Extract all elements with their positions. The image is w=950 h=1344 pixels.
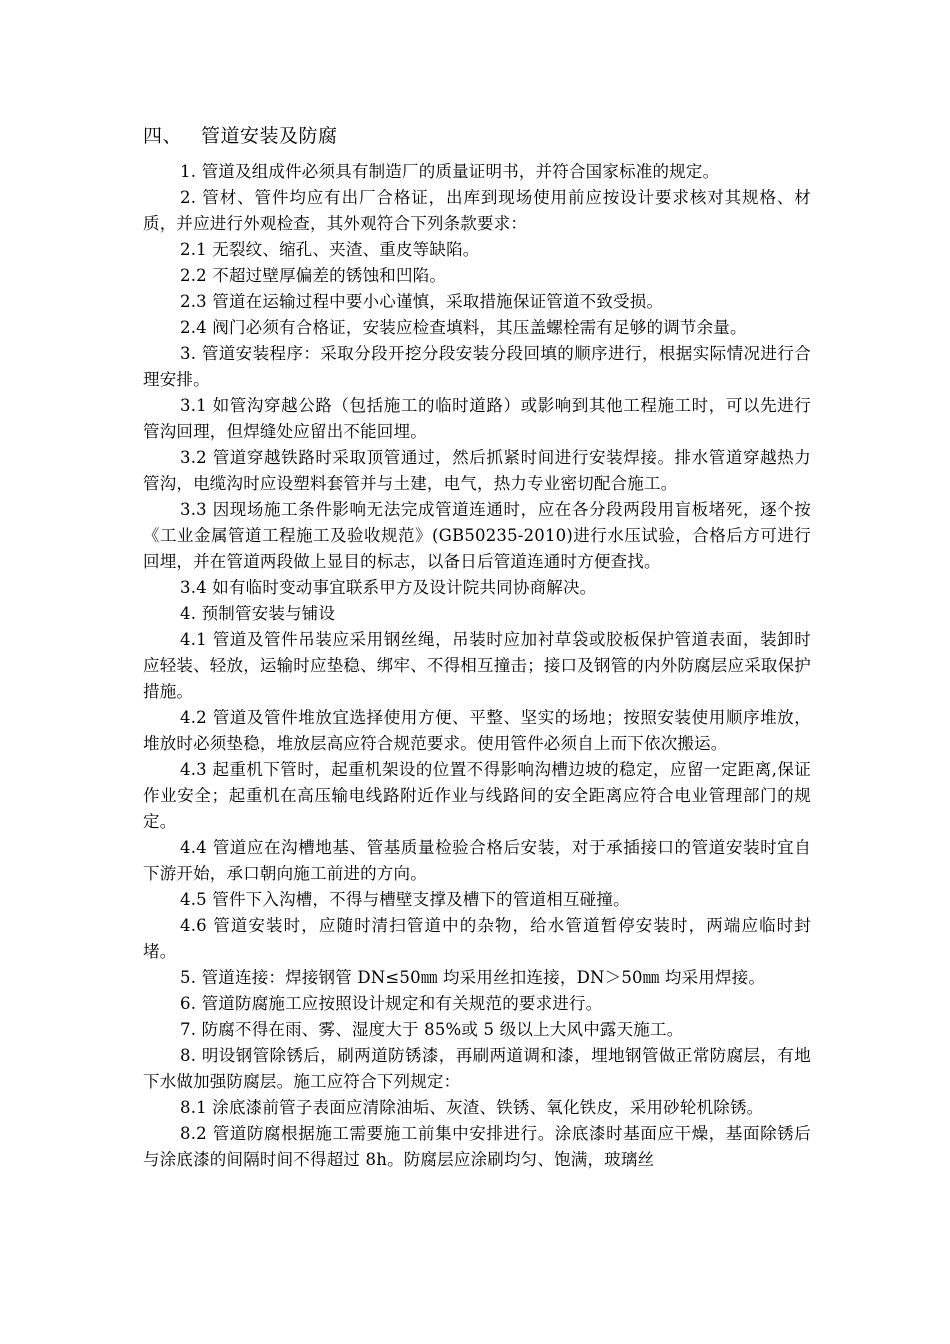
paragraph-4-2: 4.2 管道及管件堆放宜选择使用方便、平整、坚实的场地；按照安装使用顺序堆放，堆放时必须垫稳，堆放层高应符合规范要求。使用管件必须自上而下依次搬运。 — [143, 708, 811, 753]
document-body — [143, 121, 811, 1173]
paragraph-8-2: 8.2 管道防腐根据施工需要施工前集中安排进行。涂底漆时基面应干燥，基面除锈后与涂底漆的间隔时间不得超过 8h。防腐层应涂刷均匀、饱满，玻璃丝 — [143, 1124, 811, 1169]
paragraph-8-1: 8.1 涂底漆前管子表面应清除油垢、灰渣、铁锈、氧化铁皮，采用砂轮机除锈。 — [180, 1098, 764, 1117]
paragraph-6: 6. 管道防腐施工应按照设计规定和有关规范的要求进行。 — [180, 994, 603, 1013]
paragraph-3-4: 3.4 如有临时变动事宜联系甲方及设计院共同协商解决。 — [180, 578, 597, 597]
paragraph-2: 2. 管材、管件均应有出厂合格证，出库到现场使用前应按设计要求核对其规格、材质，并应进行外观检查，其外观符合下列条款要求： — [143, 188, 811, 233]
paragraph-4-4: 4.4 管道应在沟槽地基、管基质量检验合格后安装，对于承插接口的管道安装时宜自下游开始，承口朝向施工前进的方向。 — [143, 838, 811, 883]
section-number: 四、 — [143, 125, 183, 147]
paragraph-2-3: 2.3 管道在运输过程中要小心谨慎，采取措施保证管道不致受损。 — [180, 292, 664, 311]
paragraph-2-1: 2.1 无裂纹、缩孔、夹渣、重皮等缺陷。 — [180, 240, 480, 259]
paragraph-1: 1. 管道及组成件必须具有制造厂的质量证明书，并符合国家标准的规定。 — [180, 162, 720, 181]
paragraph-4: 4. 预制管安装与铺设 — [180, 604, 336, 623]
paragraph-4-3: 4.3 起重机下管时，起重机架设的位置不得影响沟槽边坡的稳定，应留一定距离,保证作业安全；起重机在高压输电线路附近作业与线路间的安全距离应符合电业管理部门的规定。 — [143, 760, 811, 831]
paragraph-3-1: 3.1 如管沟穿越公路（包括施工的临时道路）或影响到其他工程施工时，可以先进行管沟回理，但焊缝处应留出不能回埋。 — [143, 396, 811, 441]
paragraph-3-2: 3.2 管道穿越铁路时采取顶管通过，然后抓紧时间进行安装焊接。排水管道穿越热力管沟，电缆沟时应设塑料套管并与土建，电气，热力专业密切配合施工。 — [143, 448, 811, 493]
paragraph-4-1: 4.1 管道及管件吊装应采用钢丝绳，吊装时应加衬草袋或胶板保护管道表面，装卸时应轻装、轻放，运输时应垫稳、绑牢、不得相互撞击；接口及钢管的内外防腐层应采取保护措施。 — [143, 630, 811, 701]
paragraph-2-4: 2.4 阀门必须有合格证，安装应检查填料，其压盖螺栓需有足够的调节余量。 — [180, 318, 747, 337]
section-title: 管道安装及防腐 — [201, 125, 338, 147]
paragraph-3: 3. 管道安装程序：采取分段开挖分段安装分段回填的顺序进行，根据实际情况进行合理安排。 — [143, 344, 811, 389]
paragraph-4-5: 4.5 管件下入沟槽，不得与槽壁支撑及槽下的管道相互碰撞。 — [180, 890, 630, 909]
section-heading — [143, 121, 811, 151]
paragraph-2-2: 2.2 不超过壁厚偏差的锈蚀和凹陷。 — [180, 266, 447, 285]
paragraph-7: 7. 防腐不得在雨、雾、湿度大于 85%或 5 级以上大风中露天施工。 — [180, 1020, 684, 1039]
paragraph-8: 8. 明设钢管除锈后，刷两道防锈漆，再刷两道调和漆，埋地钢管做正常防腐层，有地下水做加强防腐层。施工应符合下列规定： — [143, 1046, 811, 1091]
paragraph-3-3: 3.3 因现场施工条件影响无法完成管道连通时，应在各分段两段用盲板堵死，逐个按《工业金属管道工程施工及验收规范》(GB50235-2010)进行水压试验，合格后方可进行回埋，并在管道两段做上显目的标志，以备日后管道连通时方便查找。 — [143, 500, 811, 571]
paragraph-4-6: 4.6 管道安装时，应随时清扫管道中的杂物，给水管道暂停安装时，两端应临时封堵。 — [143, 916, 811, 961]
paragraph-5: 5. 管道连接：焊接钢管 DN≤50㎜ 均采用丝扣连接，DN＞50㎜ 均采用焊接。 — [180, 968, 766, 987]
